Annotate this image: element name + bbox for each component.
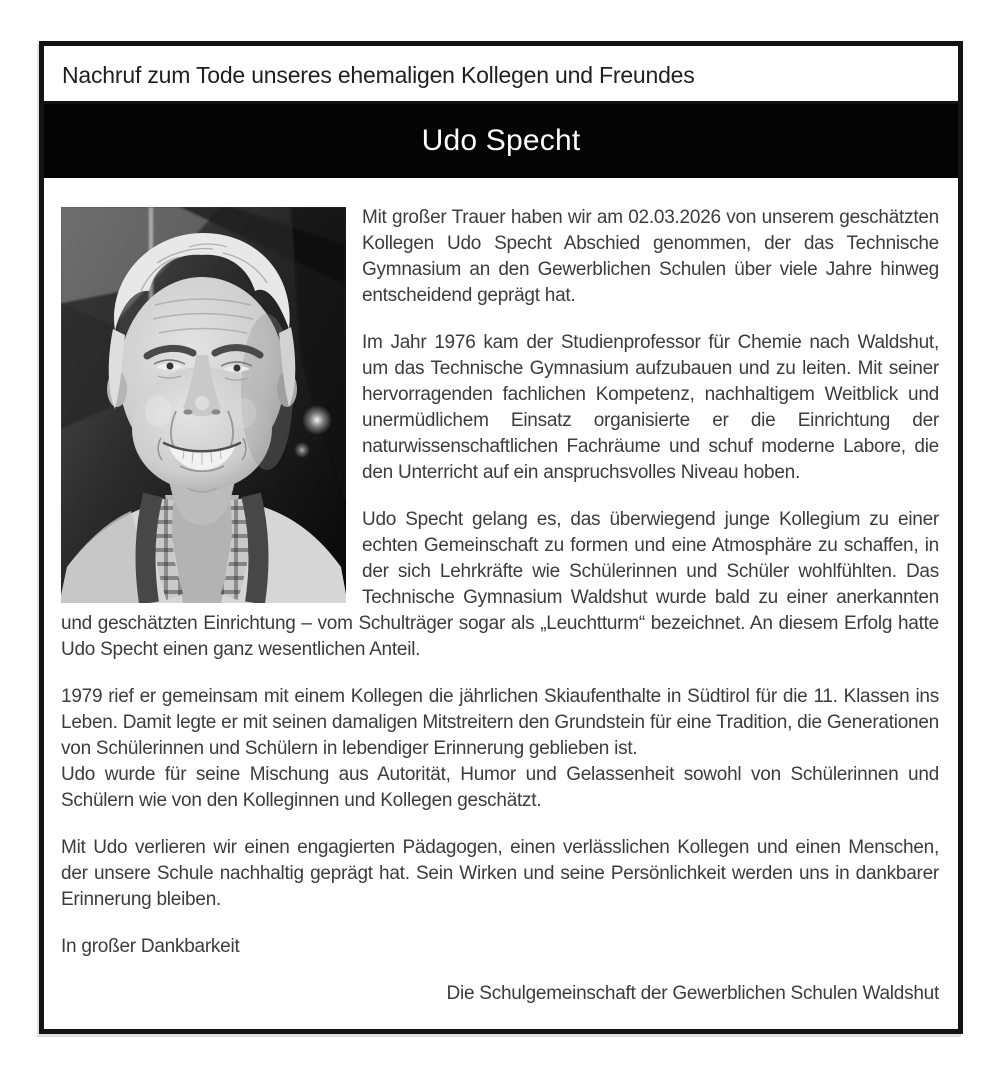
- closing-signature: Die Schulgemeinschaft der Gewerblichen Schulen Waldshut: [446, 983, 939, 1004]
- paragraph-character: Udo wurde für seine Mischung aus Autorität, Humor und Gelassenheit sowohl von Schülerinnen und Schülern wie von den Kolleginnen und Kollegen geschätzt.: [61, 764, 939, 811]
- paragraph-career: Im Jahr 1976 kam der Studienprofessor für Chemie nach Waldshut, um das Technische Gymnasium aufzubauen und zu leiten. Mit seiner hervorragenden fachlichen Kompetenz, nachhaltigem Weitblick und unermüdlichem Einsatz organisierte er die Einrichtung der naturwissenschaftlichen Fachräume und schuf moderne Labore, die den Unterricht auf ein anspruchsvolles Niveau hoben.: [362, 332, 939, 483]
- obituary-document: [39, 41, 963, 1034]
- paragraph-opening: Mit großer Trauer haben wir am 02.03.2026 von unserem geschätzten Kollegen Udo Specht Abschied genommen, der das Technische Gymnasium an den Gewerblichen Schulen über viele Jahre hinweg entscheidend geprägt hat.: [362, 207, 939, 306]
- portrait-photo-illustration: [61, 207, 346, 603]
- title-band: [44, 104, 958, 178]
- paragraph-community: Udo Specht gelang es, das überwiegend junge Kollegium zu einer echten Gemeinschaft zu formen und eine Atmosphäre zu schaffen, in der sich Lehrkräfte wie Schülerinnen und Schüler wohlfühlten. Das Technische Gymnasium Waldshut wurde bald zu einer anerkannten und geschätzten Einrichtung – vom Schulträger sogar als „Leuchtturm“ bezeichnet. An diesem Erfolg hatte Udo Specht einen ganz wesentlichen Anteil.: [61, 509, 939, 660]
- paragraph-ski-tradition: 1979 rief er gemeinsam mit einem Kollegen die jährlichen Skiaufenthalte in Südtirol für die 11. Klassen ins Leben. Damit legte er mit seinen damaligen Mitstreitern den Grundstein für eine Tradition, die Generationen von Schülerinnen und Schülern in lebendiger Erinnerung geblieben ist.: [61, 686, 939, 759]
- closing-gratitude: In großer Dankbarkeit: [61, 936, 240, 957]
- paragraph-farewell: Mit Udo verlieren wir einen engagierten Pädagogen, einen verlässlichen Kollegen und einen Menschen, der unsere Schule nachhaltig geprägt hat. Sein Wirken und seine Persönlichkeit werden uns in dankbarer Erinnerung bleiben.: [61, 837, 939, 910]
- portrait-photo: [61, 207, 346, 603]
- deceased-name: Udo Specht: [421, 124, 581, 157]
- obituary-body: [44, 178, 958, 1029]
- document-subtitle: Nachruf zum Tode unseres ehemaligen Kollegen und Freundes: [44, 46, 958, 104]
